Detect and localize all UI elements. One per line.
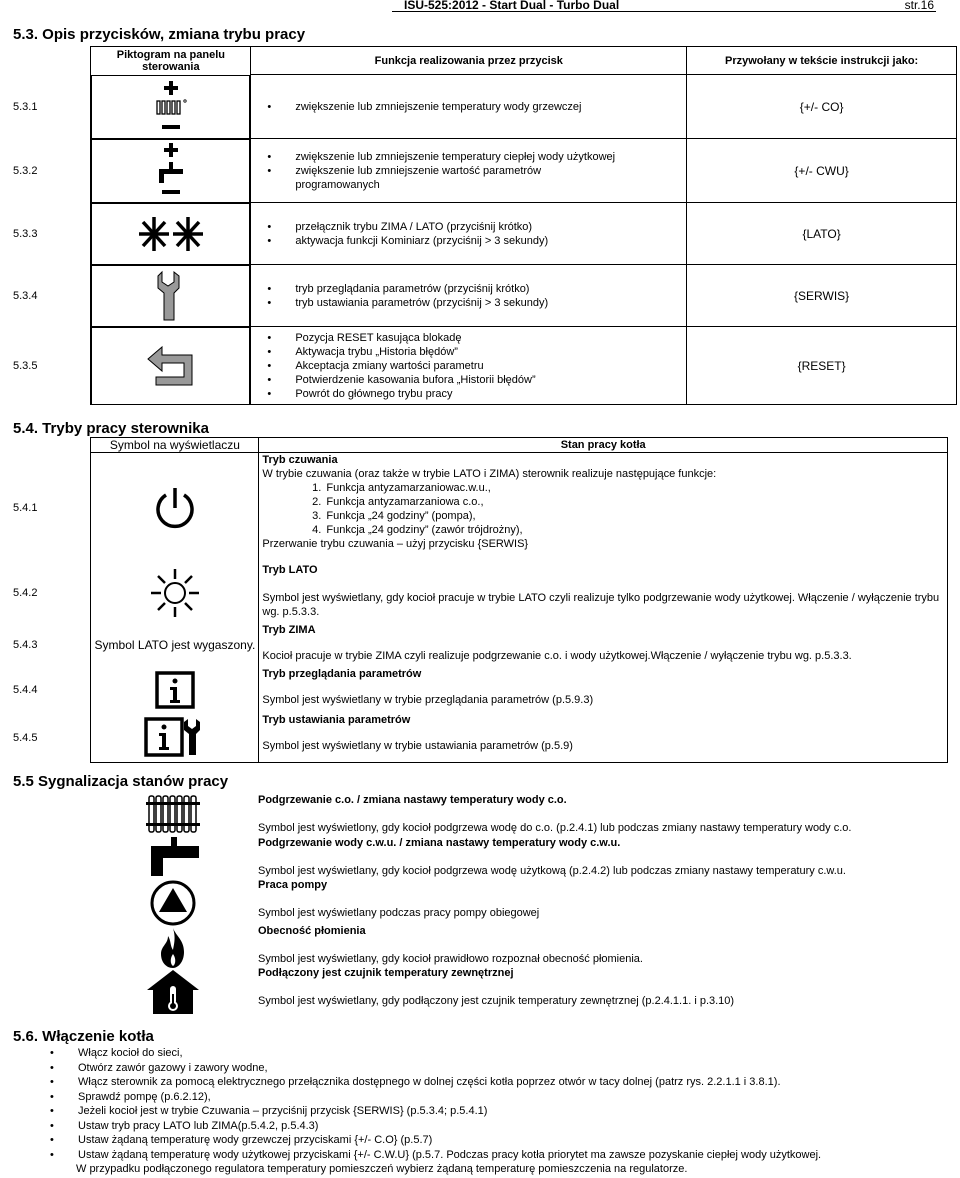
list-item: • Jeżeli kocioł jest w trybie Czuwania – przyciśnij przycisk {SERWIS} (p.5.3.4; p.5.4.1) bbox=[78, 1104, 821, 1119]
signal-row bbox=[258, 793, 948, 835]
row-number: 5.4.5 bbox=[13, 713, 91, 763]
signal-heading: Obecność płomienia bbox=[258, 925, 366, 937]
signal-description: Symbol jest wyświetlany, gdy podłączony jest czujnik temperatury zewnętrznej (p.2.4.1.1. i p.3.10) bbox=[258, 995, 735, 1007]
signal-row bbox=[258, 878, 948, 920]
signal-description: Symbol jest wyświetlony, gdy kocioł podgrzewa wodę do c.o. (p.2.4.1) lub podczas zmiany nastawy temperatury wody c.o. bbox=[258, 822, 852, 834]
radiator-plus-minus-icon bbox=[91, 75, 250, 139]
reference-label: {LATO} bbox=[687, 203, 957, 265]
signal-heading: Podgrzewanie wody c.w.u. / zmiana nastawy temperatury wody c.w.u. bbox=[258, 837, 621, 849]
list-item: 3. Funkcja „24 godziny” (pompa), bbox=[324, 509, 947, 523]
list-item: • Ustaw tryb pracy LATO lub ZIMA(p.5.4.2, p.5.4.3) bbox=[78, 1119, 821, 1134]
section-title-5-3: 5.3. Opis przycisków, zmiana trybu pracy bbox=[13, 26, 306, 43]
snowflake-sun-icon bbox=[91, 203, 250, 265]
list-item: • Akceptacja zmiany wartości parametru bbox=[295, 359, 686, 373]
list-item: • Otwórz zawór gazowy i zawory wodne, bbox=[78, 1061, 821, 1076]
signal-description: Symbol jest wyświetlany, gdy kocioł podgrzewa wodę użytkową (p.2.4.2) lub podczas zmiany nastawy temperatury c.w.u. bbox=[258, 865, 846, 877]
section-title-5-6: 5.6. Włączenie kotła bbox=[13, 1028, 154, 1045]
mode-description: Kocioł pracuje w trybie ZIMA czyli realizuje podgrzewanie c.o. i wody użytkowej.Włączenie / wyłączenie trybu wg. p.5.3.3. bbox=[262, 649, 852, 662]
signal-heading: Podłączony jest czujnik temperatury zewnętrznej bbox=[258, 967, 514, 979]
signal-row bbox=[258, 836, 948, 878]
startup-note: W przypadku podłączonego regulatora temperatury pomieszczeń wybierz żądaną temperaturę pomieszczenia na regulatorze. bbox=[76, 1163, 688, 1175]
reference-label: {+/- CWU} bbox=[687, 139, 957, 203]
signal-row bbox=[258, 966, 948, 1008]
tap-icon bbox=[98, 836, 248, 880]
return-arrow-icon bbox=[91, 327, 250, 405]
signal-description: Symbol jest wyświetlany podczas pracy pompy obiegowej bbox=[258, 907, 540, 919]
page-header bbox=[0, 0, 960, 12]
reference-label: {SERWIS} bbox=[687, 265, 957, 327]
list-item: • zwiększenie lub zmniejszenie temperatury ciepłej wody użytkowej bbox=[295, 150, 686, 164]
list-item: • tryb przeglądania parametrów (przyciśnij krótko) bbox=[295, 282, 686, 296]
power-icon bbox=[91, 453, 259, 563]
row-number: 5.4.4 bbox=[13, 667, 91, 713]
reference-label: {+/- CO} bbox=[687, 75, 957, 139]
row-number: 5.4.3 bbox=[13, 623, 91, 667]
radiator-icon bbox=[98, 791, 248, 837]
mode-note: Przerwanie trybu czuwania – użyj przycisku {SERWIS} bbox=[262, 538, 529, 550]
mode-heading: Tryb przeglądania parametrów bbox=[262, 667, 422, 680]
reference-label: {RESET} bbox=[687, 327, 957, 405]
list-item: • Włącz kocioł do sieci, bbox=[78, 1046, 821, 1061]
signal-row bbox=[258, 924, 948, 966]
list-item: • Pozycja RESET kasująca blokadę bbox=[295, 331, 686, 345]
list-item: • aktywacja funkcji Kominiarz (przyciśnij > 3 sekundy) bbox=[295, 234, 686, 248]
list-item: • Potwierdzenie kasowania bufora „Historii błędów” bbox=[295, 373, 686, 387]
col-header-state: Stan pracy kotła bbox=[259, 438, 948, 453]
mode-heading: Tryb LATO bbox=[262, 563, 318, 576]
table-row bbox=[13, 139, 957, 203]
list-item: • zwiększenie lub zmniejszenie wartość parametrów programowanych bbox=[295, 164, 595, 192]
list-item: • przełącznik trybu ZIMA / LATO (przyciśnij krótko) bbox=[295, 220, 686, 234]
list-item: • tryb ustawiania parametrów (przyciśnij > 3 sekundy) bbox=[295, 296, 686, 310]
tap-plus-minus-icon bbox=[91, 139, 250, 203]
signal-description: Symbol jest wyświetlany, gdy kocioł prawidłowo rozpoznał obecność płomienia. bbox=[258, 953, 643, 965]
list-item: 2. Funkcja antyzamarzaniowa c.o., bbox=[324, 495, 947, 509]
table-row bbox=[13, 265, 957, 327]
table-row bbox=[13, 563, 948, 623]
list-item: • Włącz sterownik za pomocą elektrycznego przełącznika dostępnego w dolnej części kotła poprzez otwór w tacy dolnej (patrz rys. 2.2.1.1 i 3.8.1). bbox=[78, 1075, 821, 1090]
row-number: 5.3.2 bbox=[13, 139, 91, 203]
row-number: 5.4.1 bbox=[13, 453, 91, 563]
info-wrench-icon bbox=[91, 713, 259, 763]
page-number: str.16 bbox=[904, 0, 934, 12]
sun-icon bbox=[91, 563, 259, 623]
wrench-icon bbox=[91, 265, 250, 327]
mode-description: W trybie czuwania (oraz także w trybie LATO i ZIMA) sterownik realizuje następujące funkcje: bbox=[262, 468, 717, 480]
list-item: 1. Funkcja antyzamarzaniowac.w.u., bbox=[324, 481, 947, 495]
header-rule bbox=[392, 11, 936, 12]
mode-description: Symbol jest wyświetlany, gdy kocioł pracuje w trybie LATO czyli realizuje tylko podgrzewanie wody użytkowej. Włączenie / wyłączenie trybu wg. p.5.3.3. bbox=[262, 591, 940, 618]
table-row bbox=[13, 713, 948, 763]
list-item: • Ustaw żądaną temperaturę wody użytkowej przyciskami {+/- C.W.U} (p.5.7. Podczas pracy kotła priorytet ma zawsze pozyskanie ciepłej wody użytkowej. bbox=[78, 1148, 821, 1163]
list-item: • Ustaw żądaną temperaturę wody grzewczej przyciskami {+/- C.O} (p.5.7) bbox=[78, 1133, 821, 1148]
col-header-icon: Piktogram na panelu sterowania bbox=[91, 47, 251, 75]
info-icon bbox=[91, 667, 259, 713]
col-header-function: Funkcja realizowania przez przycisk bbox=[251, 47, 687, 75]
list-item: • Sprawdź pompę (p.6.2.12), bbox=[78, 1090, 821, 1105]
row-number: 5.3.4 bbox=[13, 265, 91, 327]
col-header-symbol: Symbol na wyświetlaczu bbox=[91, 438, 259, 453]
table-row bbox=[13, 453, 948, 563]
symbol-text: Symbol LATO jest wygaszony. bbox=[91, 623, 259, 667]
list-item: • Powrót do głównego trybu pracy bbox=[295, 387, 686, 401]
signal-heading: Podgrzewanie c.o. / zmiana nastawy temperatury wody c.o. bbox=[258, 794, 567, 806]
table-row bbox=[13, 327, 957, 405]
table-row bbox=[13, 667, 948, 713]
row-number: 5.4.2 bbox=[13, 563, 91, 623]
table-row bbox=[13, 75, 957, 139]
signal-heading: Praca pompy bbox=[258, 879, 328, 891]
house-thermometer-icon bbox=[98, 968, 248, 1016]
startup-list bbox=[36, 1046, 821, 1162]
list-item: • Aktywacja trybu „Historia błędów” bbox=[295, 345, 686, 359]
mode-heading: Tryb czuwania bbox=[262, 454, 338, 466]
pump-icon bbox=[98, 880, 248, 926]
list-item: 4. Funkcja „24 godziny” (zawór trójdrożny), bbox=[324, 523, 947, 537]
document-title: ISU-525:2012 - Start Dual - Turbo Dual bbox=[404, 0, 620, 12]
flame-icon bbox=[98, 926, 248, 970]
mode-heading: Tryb ZIMA bbox=[262, 623, 316, 636]
mode-heading: Tryb ustawiania parametrów bbox=[262, 713, 411, 726]
table-row bbox=[13, 203, 957, 265]
mode-description: Symbol jest wyświetlany w trybie ustawiania parametrów (p.5.9) bbox=[262, 739, 573, 752]
mode-description: Symbol jest wyświetlany w trybie przeglądania parametrów (p.5.9.3) bbox=[262, 693, 594, 706]
section-title-5-4: 5.4. Tryby pracy sterownika bbox=[13, 420, 209, 437]
section-title-5-5: 5.5 Sygnalizacja stanów pracy bbox=[13, 773, 229, 790]
table-row bbox=[13, 623, 948, 667]
row-number: 5.3.1 bbox=[13, 75, 91, 139]
col-header-reference: Przywołany w tekście instrukcji jako: bbox=[687, 47, 957, 75]
buttons-table bbox=[13, 46, 957, 405]
row-number: 5.3.5 bbox=[13, 327, 91, 405]
row-number: 5.3.3 bbox=[13, 203, 91, 265]
list-item: • zwiększenie lub zmniejszenie temperatury wody grzewczej bbox=[295, 100, 686, 114]
modes-table bbox=[13, 437, 948, 763]
